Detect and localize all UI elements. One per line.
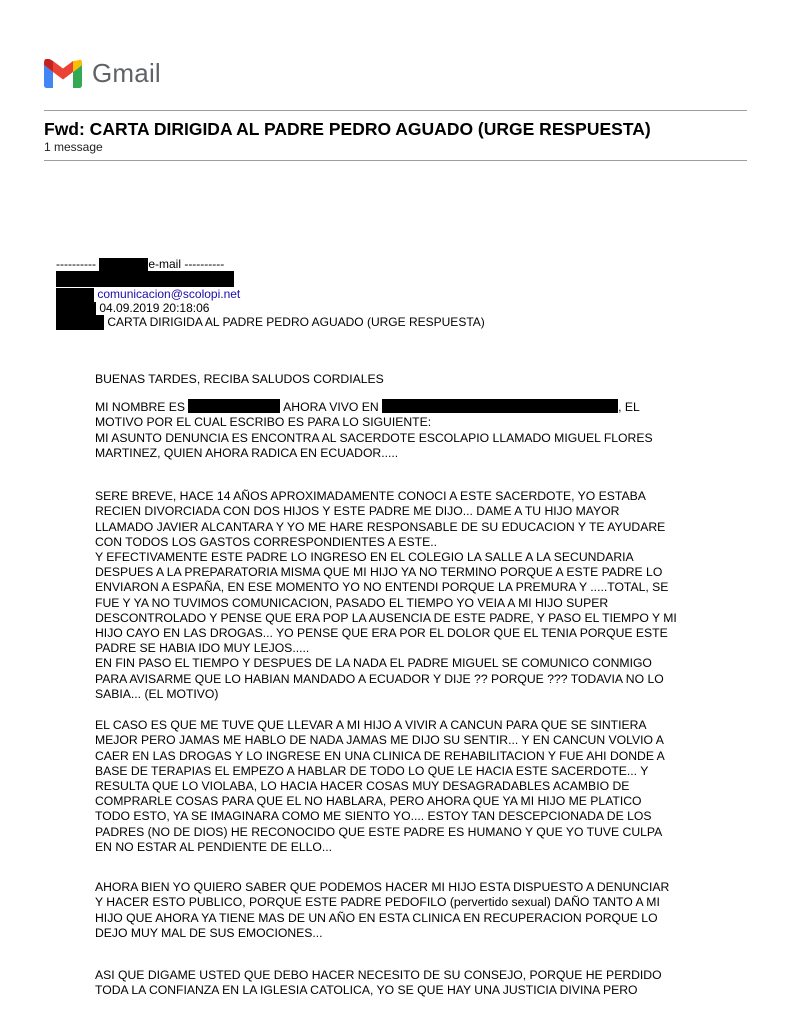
forward-subject-line (56, 315, 485, 330)
forward-label: e-mail ---------- (148, 257, 225, 271)
letter-line: MOTIVO POR EL CUAL ESCRIBO ES PARA LO SIGUIENTE: (95, 415, 432, 430)
letter-line: RECIEN DIVORCIADA CON DOS HIJOS Y ESTE PADRE ME DIJO... DAME A TU HIJO MAYOR (95, 504, 620, 519)
letter-line: ENVIARON A ESPAÑA, EN ESE MOMENTO YO NO ENTENDI PORQUE LA PREMURA Y .....TOTAL, SE (95, 580, 669, 595)
letter-line: HIJO QUE AHORA YA TIENE MAS DE UN AÑO EN ESTA CLINICA EN RECUPERACION PORQUE LO (95, 910, 658, 925)
letter-line: Y HACER ESTO PUBLICO, PORQUE ESTE PADRE PEDOFILO (pervertido sexual) DAÑO TANTO A MI (95, 895, 660, 910)
gmail-logo (44, 58, 161, 89)
letter-line: MI ASUNTO DENUNCIA ES ENCONTRA AL SACERDOTE ESCOLAPIO LLAMADO MIGUEL FLORES (95, 430, 653, 445)
letter-line: FUE Y YA NO TUVIMOS COMUNICACION, PASADO EL TIEMPO YO VEIA A MI HIJO SUPER (95, 595, 609, 610)
forward-from-line (56, 271, 234, 287)
forward-date: 04.09.2019 20:18:06 (99, 301, 210, 315)
redaction-block (56, 302, 96, 316)
letter-line: EN FIN PASO EL TIEMPO Y DESPUES DE LA NADA EL PADRE MIGUEL SE COMUNICO CONMIGO (95, 656, 652, 671)
letter-line: RESULTA QUE LO VIOLABA, LO HACIA HACER COSAS MUY DESAGRADABLES ACAMBIO DE (95, 779, 630, 794)
forward-subject: CARTA DIRIGIDA AL PADRE PEDRO AGUADO (URGE RESPUESTA) (107, 315, 485, 329)
letter-line: ASI QUE DIGAME USTED QUE DEBO HACER NECESITO DE SU CONSEJO, PORQUE HE PERDIDO (95, 968, 662, 983)
letter-paragraph-1 (95, 385, 715, 476)
letter-paragraph-4 (95, 865, 715, 956)
letter-line: CON TODOS LOS GASTOS CORRESPONDIENTES A ESTE.. (95, 534, 438, 549)
redaction-block (56, 288, 94, 302)
redaction-block (188, 399, 280, 413)
letter-line: DEJO MUY MAL DE SUS EMOCIONES... (95, 925, 323, 940)
gmail-m-icon (44, 59, 82, 88)
divider (44, 160, 747, 161)
forward-date-line (56, 301, 209, 316)
redaction-block (99, 258, 148, 271)
letter-line: Y EFECTIVAMENTE ESTE PADRE LO INGRESO EN EL COLEGIO LA SALLE A LA SECUNDARIA (95, 550, 634, 565)
letter-paragraph-5 (95, 953, 715, 1014)
letter-line: COMPRARLE COSAS PARA QUE EL NO HABLARA, PERO AHORA QUE YA MI HIJO ME PLATICO (95, 794, 642, 809)
letter-line: PADRES (NO DE DIOS) HE RECONOCIDO QUE ESTE PADRE ES HUMANO Y QUE YO TUVE CULPA (95, 824, 663, 839)
forward-email-line (56, 287, 240, 302)
letter-line: TODO ESTO, YA SE IMAGINARA COMO ME SIENTO YO.... ESTOY TAN DESCEPCIONADA DE LOS (95, 809, 652, 824)
redaction-block (56, 271, 234, 287)
letter-line: CAER EN LAS DROGAS Y LO INGRESE EN UNA CLINICA DE REHABILITACION Y FUE AHI DONDE A (95, 748, 665, 763)
letter-line: MEJOR PERO JAMAS ME HABLO DE NADA JAMAS ME DIJO SU SENTIR... Y EN CANCUN VOLVIO A (95, 733, 664, 748)
letter-line: MI NOMBRE ES AHORA VIVO EN , EL (95, 400, 640, 415)
letter-line: TODA LA CONFIANZA EN LA IGLESIA CATOLICA, YO SE QUE HAY UNA JUSTICIA DIVINA PERO (95, 983, 638, 998)
redaction-block (56, 315, 104, 330)
letter-line: PADRE SE HABIA IDO MUY LEJOS..... (95, 641, 310, 656)
letter-line: SABIA... (EL MOTIVO) (95, 686, 219, 701)
letter-line: DESCONTROLADO Y PENSE QUE ERA POP LA AUSENCIA DE ESTE PADRE, Y PASO EL TIEMPO Y MI (95, 610, 677, 625)
gmail-wordmark: Gmail (92, 58, 161, 88)
letter-line: LLAMADO JAVIER ALCANTARA Y YO ME HARE RESPONSABLE DE SU EDUCACION Y TE AYUDARE (95, 519, 666, 534)
letter-line: MARTINEZ, QUIEN AHORA RADICA EN ECUADOR..... (95, 445, 399, 460)
divider (44, 110, 747, 111)
letter-line: HIJO CAYO EN LAS DROGAS... YO PENSE QUE ERA POR EL DOLOR QUE EL TENIA PORQUE ESTE (95, 626, 668, 641)
letter-line: EL CASO ES QUE ME TUVE QUE LLEVAR A MI HIJO A VIVIR A CANCUN PARA QUE SE SINTIERA (95, 718, 647, 733)
letter-paragraph-2 (95, 474, 715, 717)
letter-line: DESPUES A LA PREPARATORIA MISMA QUE MI HIJO YA NO TERMINO PORQUE A ESTE PADRE LO (95, 565, 663, 580)
letter-line: AHORA BIEN YO QUIERO SABER QUE PODEMOS HACER MI HIJO ESTA DISPUESTO A DENUNCIAR (95, 880, 670, 895)
letter-line: EN NO ESTAR AL PENDIENTE DE ELLO... (95, 839, 333, 854)
letter-line: PARA AVISARME QUE LO HABIAN MANDADO A ECUADOR Y DIJE ?? PORQUE ??? TODAVIA NO LO (95, 671, 664, 686)
message-count: 1 message (44, 140, 103, 154)
letter-line: SERE BREVE, HACE 14 AÑOS APROXIMADAMENTE CONOCI A ESTE SACERDOTE, YO ESTABA (95, 489, 646, 504)
redaction-block (382, 399, 618, 413)
letter-greeting: BUENAS TARDES, RECIBA SALUDOS CORDIALES (95, 372, 384, 387)
thread-subject: Fwd: CARTA DIRIGIDA AL PADRE PEDRO AGUADO (URGE RESPUESTA) (44, 119, 651, 139)
letter-line: BASE DE TERAPIAS EL EMPEZO A HABLAR DE TODO LO QUE LE HACIA ESTE SACERDOTE... Y (95, 763, 649, 778)
sender-email-link[interactable]: comunicacion@scolopi.net (97, 287, 241, 301)
forward-header-line (56, 257, 224, 272)
letter-paragraph-3 (95, 703, 715, 870)
forward-dashes: ---------- (56, 257, 96, 271)
